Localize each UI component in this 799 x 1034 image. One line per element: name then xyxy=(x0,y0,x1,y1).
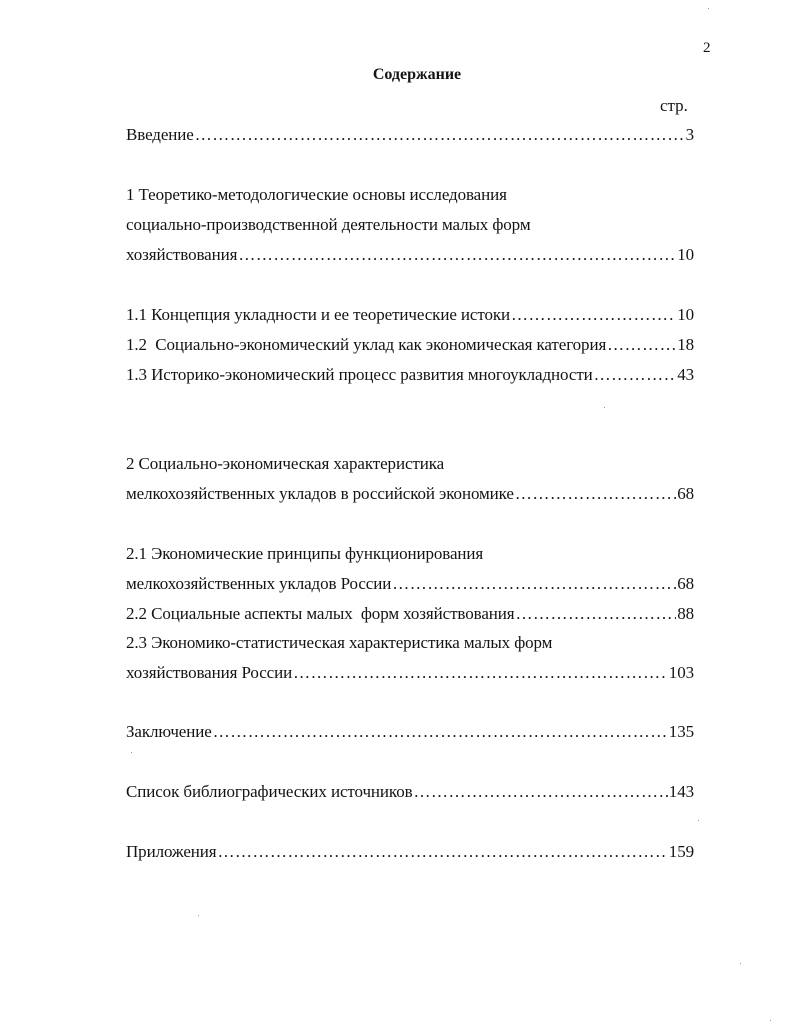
toc-entry-section-2-3 xyxy=(126,662,694,684)
toc-entry-section-2-2 xyxy=(126,603,694,625)
scan-speck xyxy=(604,407,605,408)
dot-leader xyxy=(607,334,676,356)
toc-entry-page: 159 xyxy=(668,842,694,861)
toc-entry-section-1-3 xyxy=(126,364,694,386)
toc-entry-page: 88 xyxy=(677,604,694,623)
page-title: Содержание xyxy=(372,66,462,83)
toc-heading-line: 2 Социально-экономическая характеристика xyxy=(126,454,445,473)
toc-entry-bibliography xyxy=(126,781,694,803)
toc-entry-page: 68 xyxy=(677,484,694,503)
page-column-label: стр. xyxy=(660,96,688,115)
toc-entry-section-1-1 xyxy=(126,304,694,326)
toc-entry-page: 143 xyxy=(668,782,694,801)
toc-entry-label: Введение xyxy=(126,125,194,144)
scan-speck xyxy=(708,8,709,9)
toc-entry-conclusion xyxy=(126,721,694,743)
toc-entry-page: 3 xyxy=(685,125,694,144)
toc-heading-line: 1 Теоретико-методологические основы исследования xyxy=(126,185,507,204)
toc-entry-label: хозяйствования xyxy=(126,245,238,264)
toc-entry-label: мелкохозяйственных укладов России xyxy=(126,574,392,593)
scan-speck xyxy=(740,963,741,964)
toc-entry-page: 10 xyxy=(677,245,694,264)
toc-entry-page: 43 xyxy=(677,365,694,384)
toc-heading-line: 2.1 Экономические принципы функционирования xyxy=(126,544,484,563)
toc-entry-label: Приложения xyxy=(126,842,217,861)
toc-entry-page: 18 xyxy=(677,335,694,354)
toc-entry-chapter-1 xyxy=(126,244,694,266)
dot-leader xyxy=(515,483,676,505)
toc-entry-page: 10 xyxy=(677,305,694,324)
dot-leader xyxy=(238,244,676,266)
toc-entry-label: 1.2 Социально-экономический уклад как экономическая категория xyxy=(126,335,607,354)
toc-heading-line: социально-производственной деятельности малых форм xyxy=(126,215,531,234)
toc-entry-chapter-2 xyxy=(126,483,694,505)
dot-leader xyxy=(511,304,676,326)
scan-speck xyxy=(131,752,132,753)
toc-entry-page: 103 xyxy=(668,663,694,682)
toc-entry-label: 2.2 Социальные аспекты малых форм хозяйствования xyxy=(126,604,515,623)
dot-leader xyxy=(414,781,668,803)
dot-leader xyxy=(594,364,677,386)
dot-leader xyxy=(293,662,668,684)
dot-leader xyxy=(392,573,676,595)
toc-entry-section-2-1 xyxy=(126,573,694,595)
dot-leader xyxy=(516,603,677,625)
toc-entry-label: хозяйствования России xyxy=(126,663,293,682)
toc-entry-page: 68 xyxy=(677,574,694,593)
toc-entry-section-1-2 xyxy=(126,334,694,356)
toc-entry-label: мелкохозяйственных укладов в российской экономике xyxy=(126,484,514,503)
dot-leader xyxy=(195,124,685,146)
toc-entry-introduction xyxy=(126,124,694,146)
scan-speck xyxy=(698,820,699,821)
toc-entry-page: 135 xyxy=(668,722,694,741)
page-number: 2 xyxy=(703,40,711,56)
toc-entry-label: Список библиографических источников xyxy=(126,782,413,801)
toc-entry-label: Заключение xyxy=(126,722,212,741)
scan-speck xyxy=(770,1020,771,1021)
dot-leader xyxy=(213,721,668,743)
toc-entry-label: 1.1 Концепция укладности и ее теоретические истоки xyxy=(126,305,511,324)
scan-speck xyxy=(198,915,199,916)
toc-entry-appendices xyxy=(126,841,694,863)
toc-entry-label: 1.3 Историко-экономический процесс развития многоукладности xyxy=(126,365,593,384)
toc-heading-line: 2.3 Экономико-статистическая характеристика малых форм xyxy=(126,633,553,652)
dot-leader xyxy=(218,841,668,863)
